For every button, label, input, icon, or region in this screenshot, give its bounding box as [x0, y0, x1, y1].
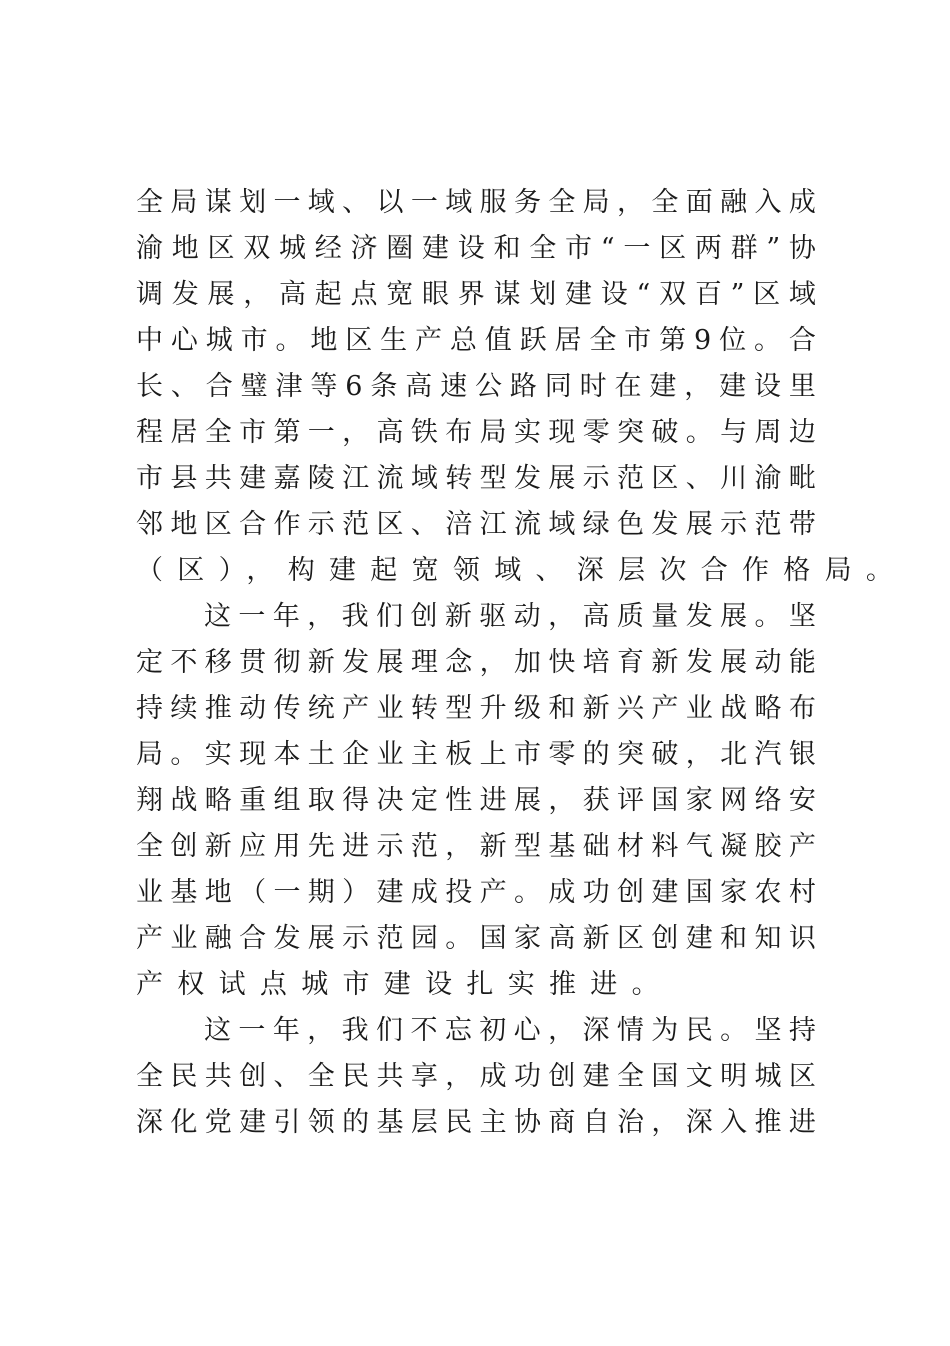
text-line: 市 县 共 建 嘉 陵 江 流 域 转 型 发 展 示 范 区 、 川 渝 毗	[136, 463, 816, 494]
text-line: 这 一 年 ， 我 们 创 新 驱 动 ， 高 质 量 发 展 。 坚	[204, 601, 816, 632]
document-body	[136, 180, 908, 1146]
text-line: 产权试点城市建设扎实推进。	[136, 969, 673, 1000]
text-line: （区），构建起宽领域、深层次合作格局。	[136, 555, 908, 586]
text-line: 局 。 实 现 本 土 企 业 主 板 上 市 零 的 突 破 ， 北 汽 银	[136, 739, 816, 770]
text-line: 邻 地 区 合 作 示 范 区 、 涪 江 流 域 绿 色 发 展 示 范 带	[136, 509, 816, 540]
text-line: 这 一 年 ， 我 们 不 忘 初 心 ， 深 情 为 民 。 坚 持	[204, 1015, 816, 1046]
text-line: 全 局 谋 划 一 域 、 以 一 域 服 务 全 局 ， 全 面 融 入 成	[136, 187, 816, 218]
text-line: 中 心 城 市 。 地 区 生 产 总 值 跃 居 全 市 第 9 位 。 合	[136, 325, 816, 356]
text-line: 长 、 合 璧 津 等 6 条 高 速 公 路 同 时 在 建 ， 建 设 里	[136, 371, 816, 402]
text-line: 产 业 融 合 发 展 示 范 园 。 国 家 高 新 区 创 建 和 知 识	[136, 923, 816, 954]
text-line: 深 化 党 建 引 领 的 基 层 民 主 协 商 自 治 ， 深 入 推 进	[136, 1107, 816, 1138]
text-line: 调 发 展 ， 高 起 点 宽 眼 界 谋 划 建 设 “ 双 百 ” 区 域	[136, 279, 816, 310]
text-line: 翔 战 略 重 组 取 得 决 定 性 进 展 ， 获 评 国 家 网 络 安	[136, 785, 816, 816]
text-line: 定 不 移 贯 彻 新 发 展 理 念 ， 加 快 培 育 新 发 展 动 能	[136, 647, 816, 678]
text-line: 全 创 新 应 用 先 进 示 范 ， 新 型 基 础 材 料 气 凝 胶 产	[136, 831, 816, 862]
text-line: 渝 地 区 双 城 经 济 圈 建 设 和 全 市 “ 一 区 两 群 ” 协	[136, 233, 816, 264]
text-line: 业 基 地 （ 一 期 ） 建 成 投 产 。 成 功 创 建 国 家 农 村	[136, 877, 816, 908]
text-line: 持 续 推 动 传 统 产 业 转 型 升 级 和 新 兴 产 业 战 略 布	[136, 693, 816, 724]
text-line: 程 居 全 市 第 一 ， 高 铁 布 局 实 现 零 突 破 。 与 周 边	[136, 417, 816, 448]
text-line: 全 民 共 创 、 全 民 共 享 ， 成 功 创 建 全 国 文 明 城 区	[136, 1061, 816, 1092]
